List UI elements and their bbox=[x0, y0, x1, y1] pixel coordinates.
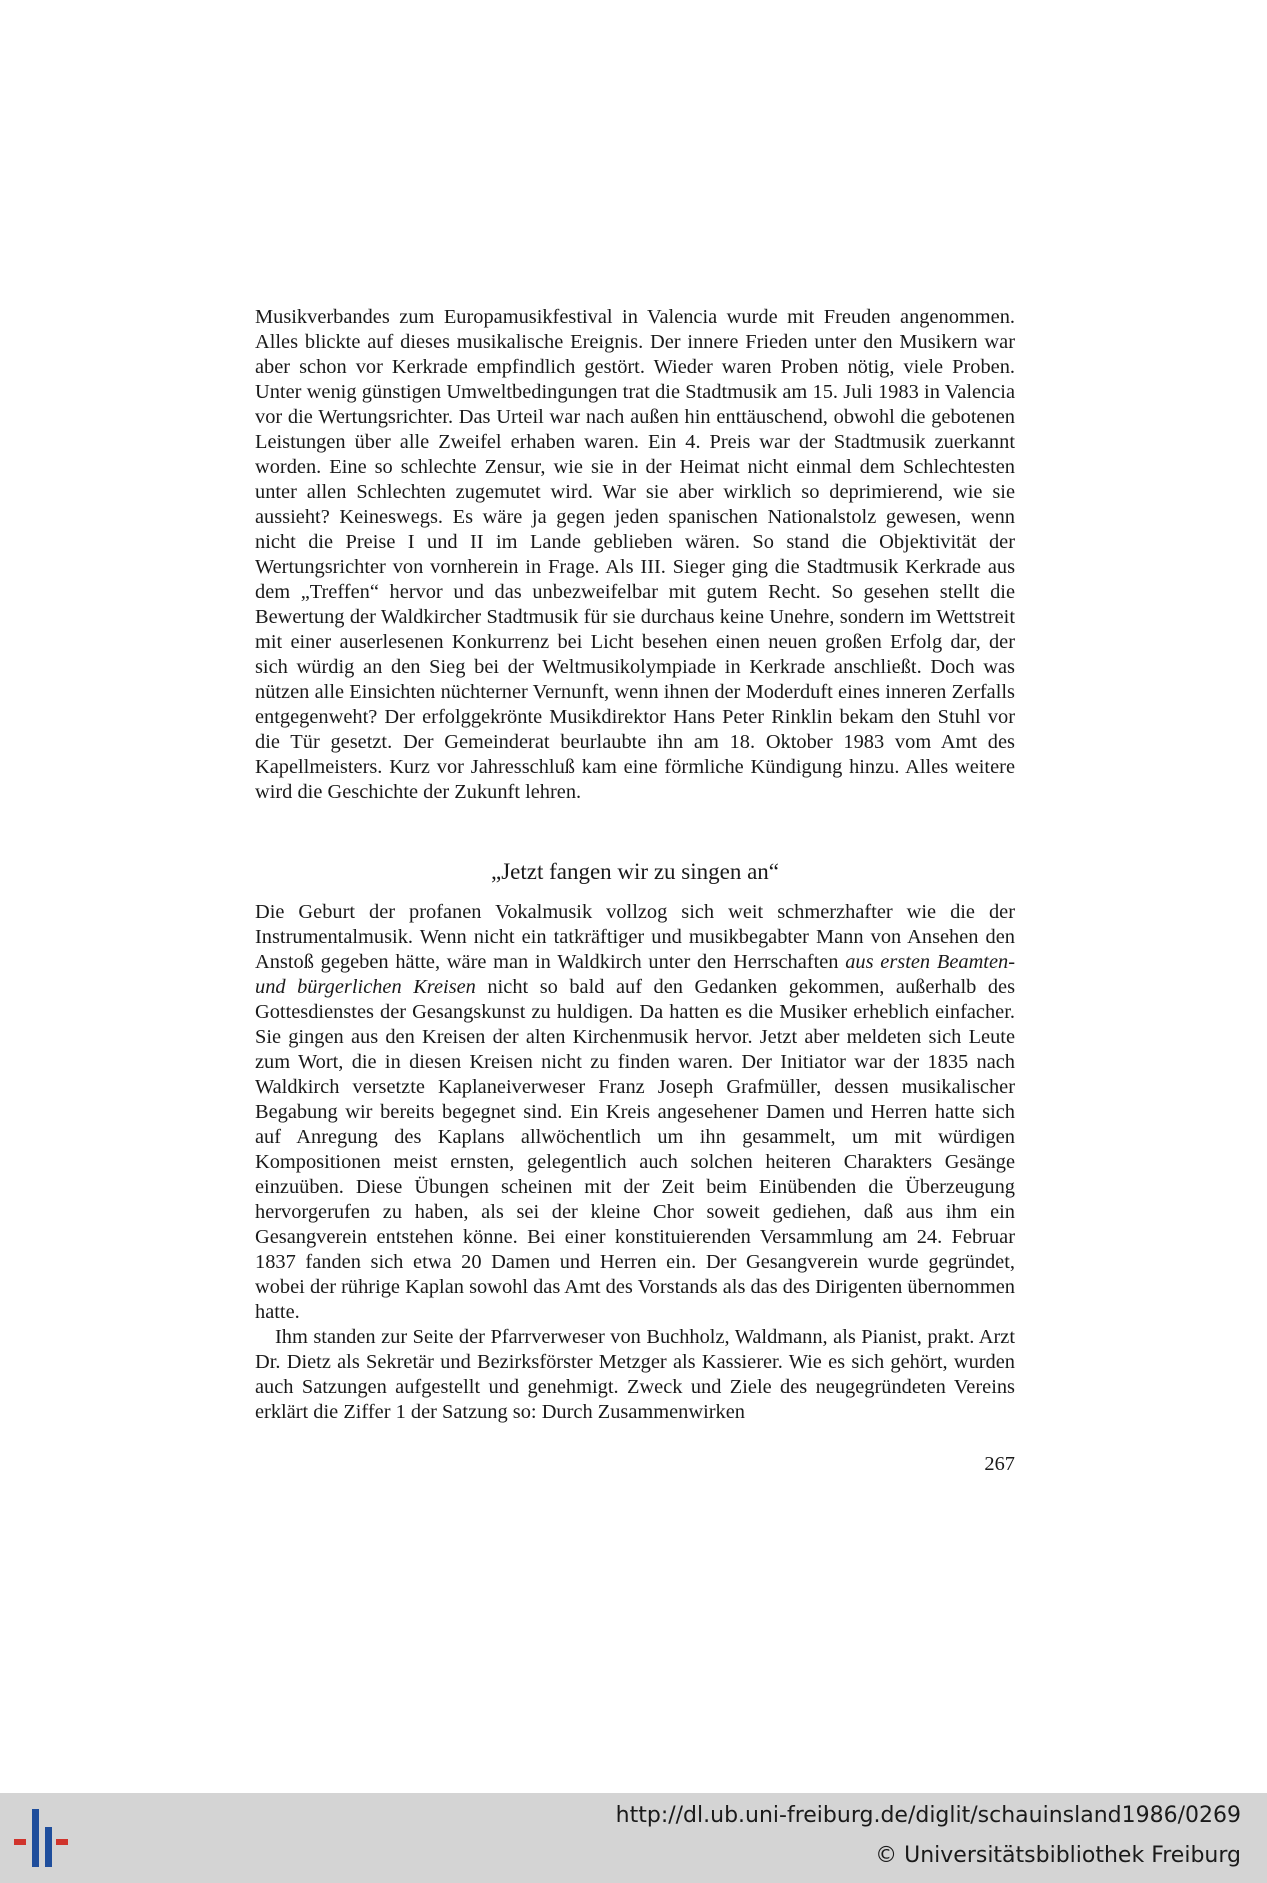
paragraph-text: nicht so bald auf den Gedanken gekommen, außerhalb des Gottesdienstes der Gesangskunst zu huldigen. Da hatten es die Musiker erheblich einfacher. Sie gingen aus den Kreisen der alten Kirchenmusik hervor. Jetzt aber meldeten sich Leute zum Wort, die in diesen Kreisen nicht zu finden waren. Der Initiator war der 1835 nach Waldkirch versetzte Kaplaneiverweser Franz Joseph Grafmüller, dessen musikalischer Begabung wir bereits begegnet sind. Ein Kreis angesehener Damen und Herren hatte sich auf Anregung des Kaplans allwöchentlich um ihn gesammelt, um mit würdigen Kompositionen meist ernsten, gelegentlich auch solchen heiteren Charakters Gesänge einzuüben. Diese Übungen scheinen mit der Zeit beim Einübenden die Überzeugung hervorgerufen zu haben, als sei der kleine Chor soweit gediehen, daß aus ihm ein Gesangverein entstehen könne. Bei einer konstituierenden Versammlung am 24. Februar 1837 fanden sich etwa 20 Damen und Herren ein. Der Gesangverein wurde gegründet, wobei der rührige Kaplan sowohl das Amt des Vorstands als das des Dirigenten übernommen hatte. bbox=[255, 976, 1016, 1323]
copyright-notice: © Universitätsbibliothek Freiburg bbox=[875, 1843, 1241, 1868]
footer-bar bbox=[0, 1793, 1267, 1883]
text-block-section bbox=[255, 900, 1015, 1425]
text-block-top bbox=[255, 305, 1015, 805]
paragraph: Ihm standen zur Seite der Pfarrverweser von Buchholz, Waldmann, als Pianist, prakt. Arzt Dr. Dietz als Sekretär und Bezirksförster Metzger als Kassierer. Wie es sich gehört, wurden auch Satzungen aufgestellt und genehmigt. Zweck und Ziele des neugegründeten Vereins erklärt die Ziffer 1 der Satzung so: Durch Zusammenwirken bbox=[255, 1326, 1015, 1423]
italic-phrase: aus ersten Beamten- und bürgerlichen Kreisen bbox=[255, 951, 1015, 998]
ub-freiburg-logo-icon bbox=[10, 1803, 80, 1873]
section-heading: „Jetzt fangen wir zu singen an“ bbox=[490, 859, 780, 884]
page-number: 267 bbox=[984, 1453, 1015, 1475]
paragraph: Musikverbandes zum Europamusikfestival in Valencia wurde mit Freuden angenommen. Alles blickte auf dieses musikalische Ereignis. Der innere Frieden unter den Musikern war aber schon vor Kerkrade empfindlich gestört. Wieder waren Proben nötig, viele Proben. Unter wenig günstigen Umweltbedingungen trat die Stadtmusik am 15. Juli 1983 in Valencia vor die Wertungsrichter. Das Urteil war nach außen hin enttäuschend, obwohl die gebotenen Leistungen über alle Zweifel erhaben waren. Ein 4. Preis war der Stadtmusik zuerkannt worden. Eine so schlechte Zensur, wie sie in der Heimat nicht einmal dem Schlechtesten unter allen Schlechten zugemutet wird. War sie aber wirklich so deprimierend, wie sie aussieht? Keineswegs. Es wäre ja gegen jeden spanischen Nationalstolz gewesen, wenn nicht die Preise I und II im Lande geblieben wären. So stand die Objektivität der Wertungsrichter von vornherein in Frage. Als III. Sieger ging die Stadtmusik Kerkrade aus dem „Treffen“ hervor und das unbezweifelbar mit gutem Recht. So gesehen stellt die Bewertung der Waldkircher Stadtmusik für sie durchaus keine Unehre, sondern im Wettstreit mit einer auserlesenen Konkurrenz bei Licht besehen einen neuen großen Erfolg dar, der sich würdig an den Sieg bei der Weltmusikolympiade in Kerkrade anschließt. Doch was nützen alle Einsichten nüchterner Vernunft, wenn ihnen der Moderduft eines inneren Zerfalls entgegenweht? Der erfolggekrönte Musikdirektor Hans Peter Rinklin bekam den Stuhl vor die Tür gesetzt. Der Gemeinderat beurlaubte ihn am 18. Oktober 1983 vom Amt des Kapellmeisters. Kurz vor Jahresschluß kam eine förmliche Kündigung hinzu. Alles weitere wird die Geschichte der Zukunft lehren. bbox=[255, 306, 1015, 803]
source-url-link[interactable]: http://dl.ub.uni-freiburg.de/diglit/schauinsland1986/0269 bbox=[615, 1803, 1241, 1828]
paragraph-text: Die Geburt der profanen Vokalmusik vollzog sich weit schmerzhafter wie die der Instrumentalmusik. Wenn nicht ein tatkräftiger und musikbegabter Mann von Ansehen den Anstoß gegeben hätte, wäre man in Waldkirch unter den Herrschaften bbox=[255, 901, 1015, 973]
paragraph bbox=[255, 900, 1015, 1325]
